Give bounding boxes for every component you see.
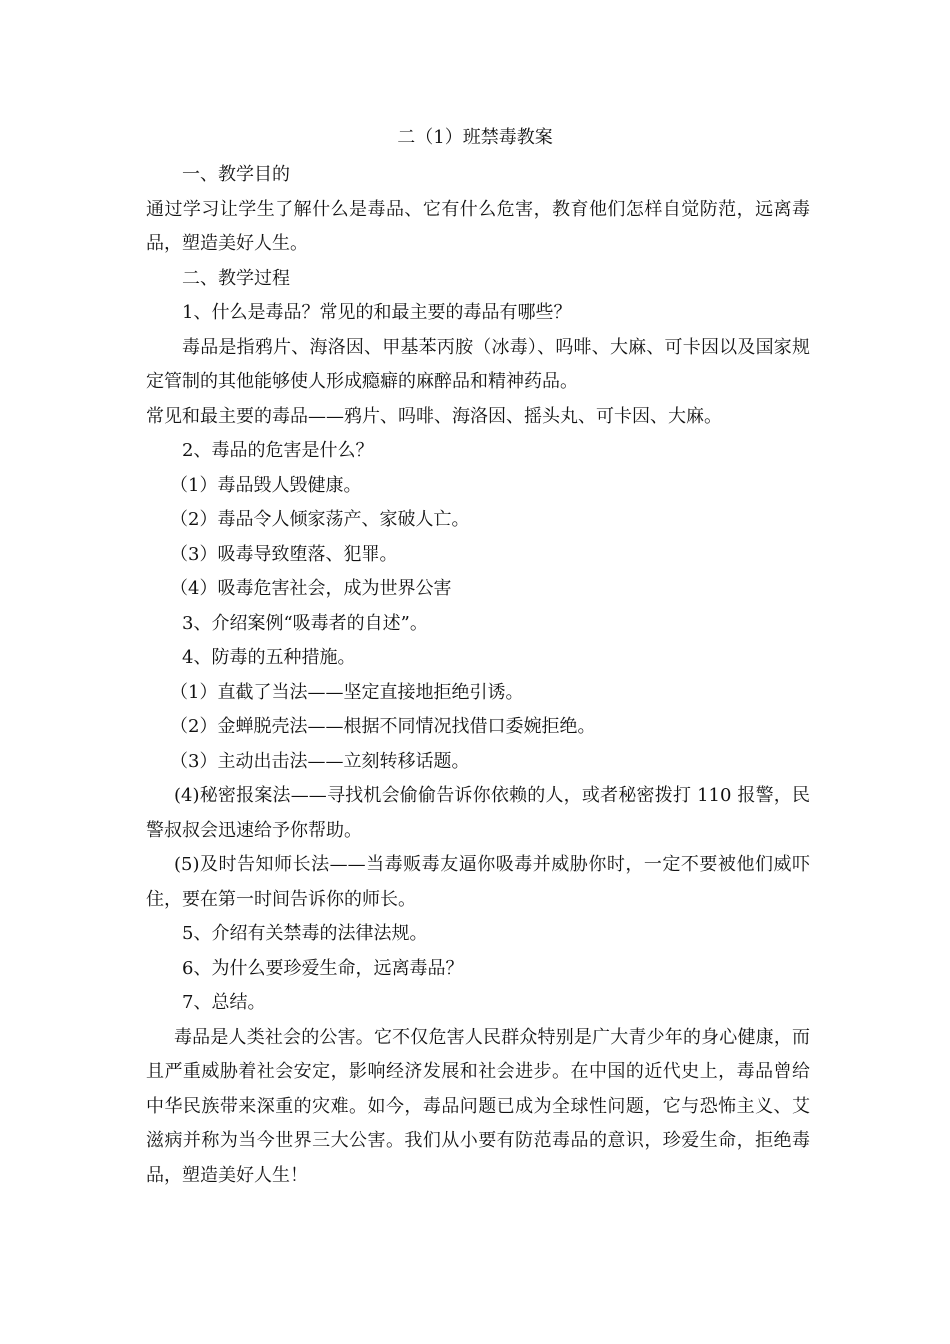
question-2: 2、毒品的危害是什么？ — [182, 440, 374, 461]
measure-1: （1）直截了当法——坚定直接地拒绝引诱。 — [170, 681, 524, 703]
paragraph-common-drugs: 常见和最主要的毒品——鸦片、吗啡、海洛因、摇头丸、可卡因、大麻。 — [146, 405, 722, 427]
measure-4: (4)秘密报案法——寻找机会偷偷告诉你依赖的人，或者秘密拨打 110 报警，民警叔叔会迅速给予你帮助。 — [146, 785, 810, 841]
item-5-laws: 5、介绍有关禁毒的法律法规。 — [182, 923, 428, 944]
measure-5: (5)及时告知师长法——当毒贩毒友逼你吸毒并威胁你时，一定不要被他们威吓住，要在第一时间告诉你的师长。 — [146, 854, 810, 910]
harm-item-3: （3）吸毒导致堕落、犯罪。 — [170, 543, 398, 565]
question-1: 1、什么是毒品？常见的和最主要的毒品有哪些？ — [182, 302, 572, 323]
item-3-case: 3、介绍案例“吸毒者的自述”。 — [182, 612, 428, 634]
item-6-cherish-life: 6、为什么要珍爱生命，远离毒品？ — [182, 957, 464, 979]
item-7-summary: 7、总结。 — [182, 992, 266, 1013]
section-heading-process: 二、教学过程 — [182, 267, 290, 289]
harm-item-4: （4）吸毒危害社会，成为世界公害 — [170, 578, 452, 599]
document-body — [146, 158, 810, 1193]
paragraph-summary: 毒品是人类社会的公害。它不仅危害人民群众特别是广大青少年的身心健康，而且严重威胁着社会安定，影响经济发展和社会进步。在中国的近代史上，毒品曾给中华民族带来深重的灾难。如今，毒品问题已成为全球性问题，它与恐怖主义、艾滋病并称为当今世界三大公害。我们从小要有防范毒品的意识，珍爱生命，拒绝毒品，塑造美好人生！ — [146, 1026, 810, 1186]
paragraph-drug-definition: 毒品是指鸦片、海洛因、甲基苯丙胺（冰毒）、吗啡、大麻、可卡因以及国家规定管制的其他能够使人形成瘾癖的麻醉品和精神药品。 — [146, 336, 810, 392]
measure-2: （2）金蝉脱壳法——根据不同情况找借口委婉拒绝。 — [170, 716, 596, 737]
measure-3: （3）主动出击法——立刻转移话题。 — [170, 750, 470, 772]
item-4-measures: 4、防毒的五种措施。 — [182, 647, 356, 668]
harm-item-1: （1）毒品毁人毁健康。 — [170, 474, 362, 496]
section-heading-objectives: 一、教学目的 — [182, 164, 290, 185]
document-title: 二（1）班禁毒教案 — [397, 127, 553, 148]
harm-item-2: （2）毒品令人倾家荡产、家破人亡。 — [170, 509, 470, 530]
paragraph-objectives: 通过学习让学生了解什么是毒品、它有什么危害，教育他们怎样自觉防范，远离毒品，塑造美好人生。 — [146, 198, 810, 254]
